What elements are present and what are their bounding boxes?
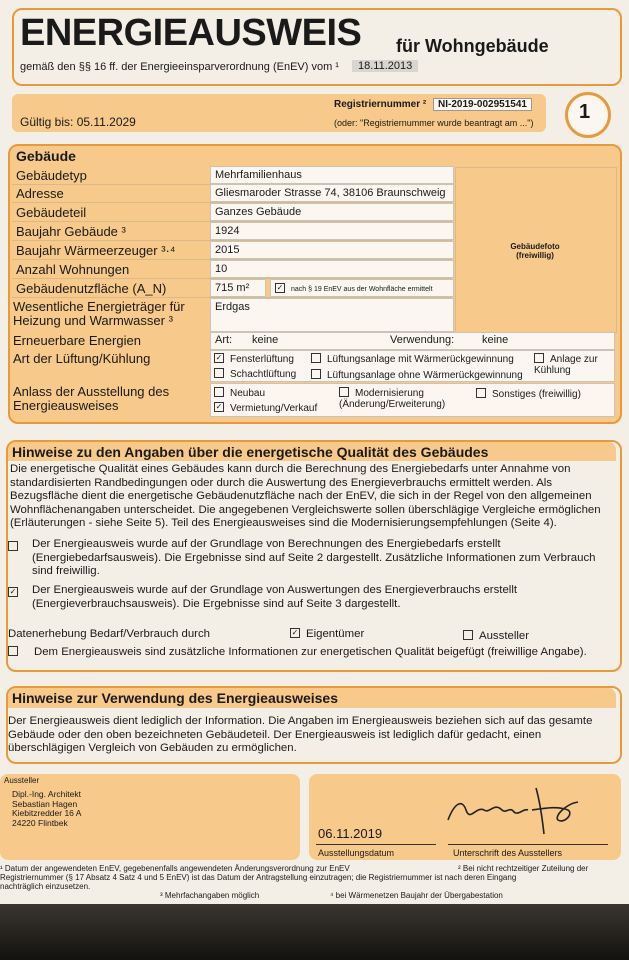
checkbox-checked-icon: ✓ — [215, 402, 223, 412]
signature-image — [440, 780, 590, 840]
building-row — [12, 242, 452, 260]
renewable-label: Erneuerbare Energien — [13, 333, 141, 348]
intro-line: standardisierten Randbedingungen oder durch die Auswertung des Energieverbrauchs ermittelt werden. Als — [10, 476, 553, 489]
signature-label: Unterschrift des Ausstellers — [453, 848, 563, 858]
issuer-label: Aussteller — [4, 776, 40, 785]
building-row-label: Adresse — [16, 186, 64, 201]
option-consumption-checkbox[interactable] — [8, 584, 24, 602]
option-line: (Energieverbrauchsausweis). Die Ergebnisse sind auf Seite 3 dargestellt. — [32, 597, 401, 610]
hints-quality-heading: Hinweise zu den Angaben über die energetische Qualität des Gebäudes — [12, 444, 489, 460]
certificate-title: ENERGIEAUSWEIS — [20, 12, 362, 54]
building-row-label: Gebäudetyp — [16, 168, 87, 183]
reason-modernisation[interactable]: Modernisierung (Änderung/Erweiterung) — [339, 388, 446, 410]
building-row-value: 715 m² — [210, 279, 266, 297]
checkbox-icon — [8, 646, 18, 656]
vent-option-no-recovery[interactable]: Lüftungsanlage ohne Wärmerückgewinnung — [311, 370, 523, 381]
certificate-subtitle: für Wohngebäude — [396, 36, 549, 56]
footnote-3: ³ Mehrfachangaben möglich — [160, 891, 260, 900]
vent-option-cooling[interactable]: Anlage zur Kühlung — [534, 354, 598, 376]
survey-issuer[interactable]: Aussteller — [463, 630, 529, 642]
option-demand-checkbox[interactable] — [8, 538, 24, 556]
issuer-address — [12, 790, 81, 828]
option-line: (Energiebedarfsausweis). Die Ergebnisse sind auf Seite 2 dargestellt. Zusätzliche Informationen zum Verbrauch — [32, 551, 596, 564]
renewable-use-value: keine — [482, 334, 509, 346]
area-note: ✓ nach § 19 EnEV aus der Wohnfläche ermittelt — [270, 279, 454, 297]
building-row-label: Baujahr Wärmeerzeuger ³·⁴ — [16, 243, 176, 258]
building-row — [12, 204, 452, 222]
vent-option-window[interactable]: ✓ Fensterlüftung — [215, 353, 294, 365]
building-row-value: Ganzes Gebäude — [210, 203, 454, 221]
checkbox-checked-icon: ✓ — [291, 627, 299, 637]
registration-label: Registriernummer ² — [334, 99, 427, 110]
page-number: 1 — [579, 101, 591, 123]
building-row — [12, 223, 452, 241]
photo-shadow — [0, 904, 629, 960]
issue-date-line — [316, 844, 436, 845]
checkbox-icon — [534, 353, 544, 363]
building-row-value: 2015 — [210, 241, 454, 259]
additional-info[interactable]: Dem Energieausweis sind zusätzliche Informationen zur energetischen Qualität beigefügt (freiwillige Angabe). — [8, 646, 587, 658]
building-row — [12, 167, 452, 185]
energy-carrier-label: Wesentliche Energieträger für Heizung und Warmwasser ³ — [13, 299, 185, 328]
building-row-value: Mehrfamilienhaus — [210, 166, 454, 184]
ventilation-label: Art der Lüftung/Kühlung — [13, 351, 151, 366]
footnote-line: Registriernummer (§ 17 Absatz 4 Satz 4 und 5 EnEV) ist das Datum der Antragstellung einzutragen; die Registriernummer ist nach deren Eingang — [0, 873, 517, 882]
registration-number: NI-2019-002951541 — [433, 98, 532, 111]
hints-usage-heading: Hinweise zur Verwendung des Energieausweises — [12, 690, 339, 706]
issuer-line: 24220 Flintbek — [12, 817, 68, 828]
issue-date: 06.11.2019 — [318, 826, 383, 841]
building-row — [12, 185, 452, 203]
data-survey-label: Datenerhebung Bedarf/Verbrauch durch — [8, 628, 211, 640]
footnote-4: ⁴ bei Wärmenetzen Baujahr der Übergabestation — [330, 891, 503, 900]
hints-usage-text — [8, 715, 608, 756]
building-heading: Gebäude — [16, 148, 76, 164]
reason-other[interactable]: Sonstiges (freiwillig) — [476, 389, 581, 400]
footnote-2: ² Bei nicht rechtzeitiger Zuteilung der — [458, 864, 589, 873]
issue-date-label: Ausstellungsdatum — [318, 848, 395, 858]
building-row-label: Gebäudenutzfläche (A_N) — [16, 281, 167, 296]
option-line: sind freiwillig. — [32, 565, 100, 577]
option-line: Der Energieausweis wurde auf der Grundlage von Berechnungen des Energiebedarfs erstellt — [32, 538, 501, 550]
building-row — [12, 280, 452, 298]
checkbox-checked-icon: ✓ — [9, 586, 17, 596]
issuer-line: Sebastian Hagen — [12, 798, 78, 809]
checkbox-icon — [311, 353, 321, 363]
checkbox-checked-icon: ✓ — [215, 353, 223, 363]
usage-line: Gebäude oder den oben bezeichneten Gebäudeteil. Der Energieausweis ist lediglich dafür gedacht, einen — [8, 728, 542, 741]
option-consumption-text — [32, 584, 612, 611]
footnote-line: nachträglich einzusetzen. — [0, 882, 91, 891]
usage-line: überschlägigen Vergleich von Gebäuden zu ermöglichen. — [8, 742, 297, 754]
building-row-label: Anzahl Wohnungen — [16, 262, 130, 277]
building-row-label: Baujahr Gebäude ³ — [16, 224, 126, 239]
option-demand-text — [32, 538, 612, 579]
vent-option-recovery[interactable]: Lüftungsanlage mit Wärmerückgewinnung — [311, 354, 514, 365]
building-row-value: 10 — [210, 260, 454, 278]
issuer-line: Kiebitzredder 16 A — [12, 808, 82, 818]
renewable-art-label: Art: — [215, 334, 233, 346]
registration-note: (oder: "Registriernummer wurde beantragt am ...") — [334, 118, 534, 128]
intro-line: Die energetische Qualität eines Gebäudes kann durch die Berechnung des Energiebedarfs unter Annahme von — [10, 463, 571, 475]
footnote-line: ¹ Datum der angewendeten EnEV, gegebenenfalls angewendeten Änderungsverordnung zur EnEV — [0, 864, 350, 873]
building-row-value: 1924 — [210, 222, 454, 240]
checkbox-icon — [8, 541, 18, 551]
building-row-label: Gebäudeteil — [16, 205, 87, 220]
intro-line: Wohnflächenangaben unterscheidet. Die angegebenen Vergleichswerte sollen überschlägige Vergleiche ermöglichen — [10, 503, 601, 516]
building-row — [12, 261, 452, 279]
hints-quality-intro — [10, 463, 610, 531]
building-photo-label: Gebäudefoto (freiwillig) — [510, 242, 560, 260]
checkbox-icon — [339, 387, 349, 397]
usage-line: Der Energieausweis dient lediglich der Information. Die Angaben im Energieausweis beziehen sich auf das gesamte — [8, 715, 593, 727]
reason-new-build[interactable]: Neubau — [214, 388, 265, 399]
renewable-art-value: keine — [252, 334, 279, 346]
option-line: Der Energieausweis wurde auf der Grundlage von Auswertungen des Energieverbrauchs erstellt — [32, 584, 518, 596]
checkbox-checked-icon: ✓ — [276, 283, 284, 292]
reason-rent-sale[interactable]: ✓ Vermietung/Verkauf — [215, 402, 318, 414]
vent-option-shaft[interactable]: Schachtlüftung — [214, 369, 296, 380]
energy-carrier-value: Erdgas — [210, 298, 454, 332]
checkbox-icon — [476, 388, 486, 398]
survey-owner[interactable]: ✓ Eigentümer — [291, 627, 365, 640]
intro-line: (Erläuterungen - siehe Seite 5). Teil des Energieausweises sind die Modernisierungsempfehlungen (Seite 4). — [10, 517, 557, 529]
issuer-line: Dipl.-Ing. Architekt — [12, 789, 81, 799]
building-row-value: Gliesmaroder Strasse 74, 38106 Braunschweig — [210, 184, 454, 202]
enev-date: 18.11.2013 — [352, 60, 418, 72]
intro-line: Bezugsfläche dient die energetische Gebäudenutzfläche nach der EnEV, die sich in der Regel von den allgemeinen — [10, 490, 592, 502]
checkbox-icon — [214, 368, 224, 378]
legal-basis: gemäß den §§ 16 ff. der Energieeinsparverordnung (EnEV) vom ¹ — [20, 61, 339, 73]
signature-line — [448, 844, 608, 845]
checkbox-icon — [463, 630, 473, 640]
checkbox-icon — [311, 369, 321, 379]
renewable-use-label: Verwendung: — [390, 334, 455, 346]
reason-label: Anlass der Ausstellung des Energieausweises — [13, 384, 170, 413]
checkbox-icon — [214, 387, 224, 397]
valid-until: Gültig bis: 05.11.2029 — [20, 115, 136, 129]
